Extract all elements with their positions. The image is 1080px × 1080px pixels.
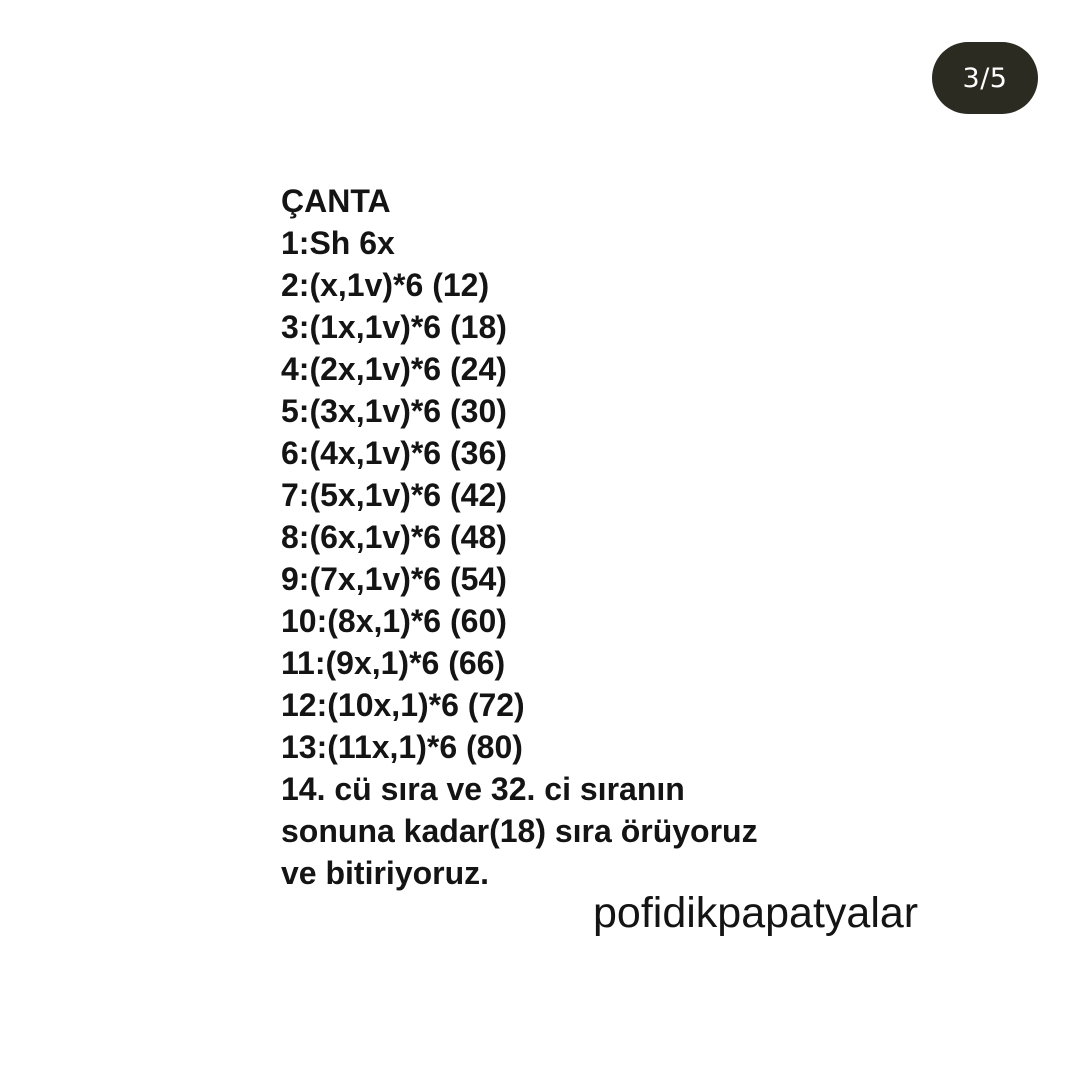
pattern-row: 2:(x,1v)*6 (12) <box>281 267 490 303</box>
pattern-instruction-line: sonuna kadar(18) sıra örüyoruz <box>281 813 758 849</box>
pattern-text-block <box>281 180 921 894</box>
pattern-row: 10:(8x,1)*6 (60) <box>281 603 507 639</box>
pattern-row: 4:(2x,1v)*6 (24) <box>281 351 507 387</box>
page-indicator-label: 3/5 <box>962 62 1008 94</box>
pattern-row: 12:(10x,1)*6 (72) <box>281 687 525 723</box>
page-indicator-badge <box>932 42 1038 114</box>
pattern-instruction-line: ve bitiriyoruz. <box>281 855 490 891</box>
pattern-row: 7:(5x,1v)*6 (42) <box>281 477 507 513</box>
pattern-row: 11:(9x,1)*6 (66) <box>281 645 506 681</box>
pattern-row: 3:(1x,1v)*6 (18) <box>281 309 507 345</box>
pattern-title: ÇANTA <box>281 183 391 219</box>
pattern-rows-list <box>281 222 921 894</box>
pattern-row: 9:(7x,1v)*6 (54) <box>281 561 507 597</box>
author-watermark: pofidikpapatyalar <box>593 889 919 937</box>
pattern-instruction-line: 14. cü sıra ve 32. ci sıranın <box>281 771 685 807</box>
pattern-row: 5:(3x,1v)*6 (30) <box>281 393 507 429</box>
pattern-row: 6:(4x,1v)*6 (36) <box>281 435 507 471</box>
pattern-row: 1:Sh 6x <box>281 225 395 261</box>
pattern-row: 8:(6x,1v)*6 (48) <box>281 519 507 555</box>
pattern-row: 13:(11x,1)*6 (80) <box>281 729 523 765</box>
